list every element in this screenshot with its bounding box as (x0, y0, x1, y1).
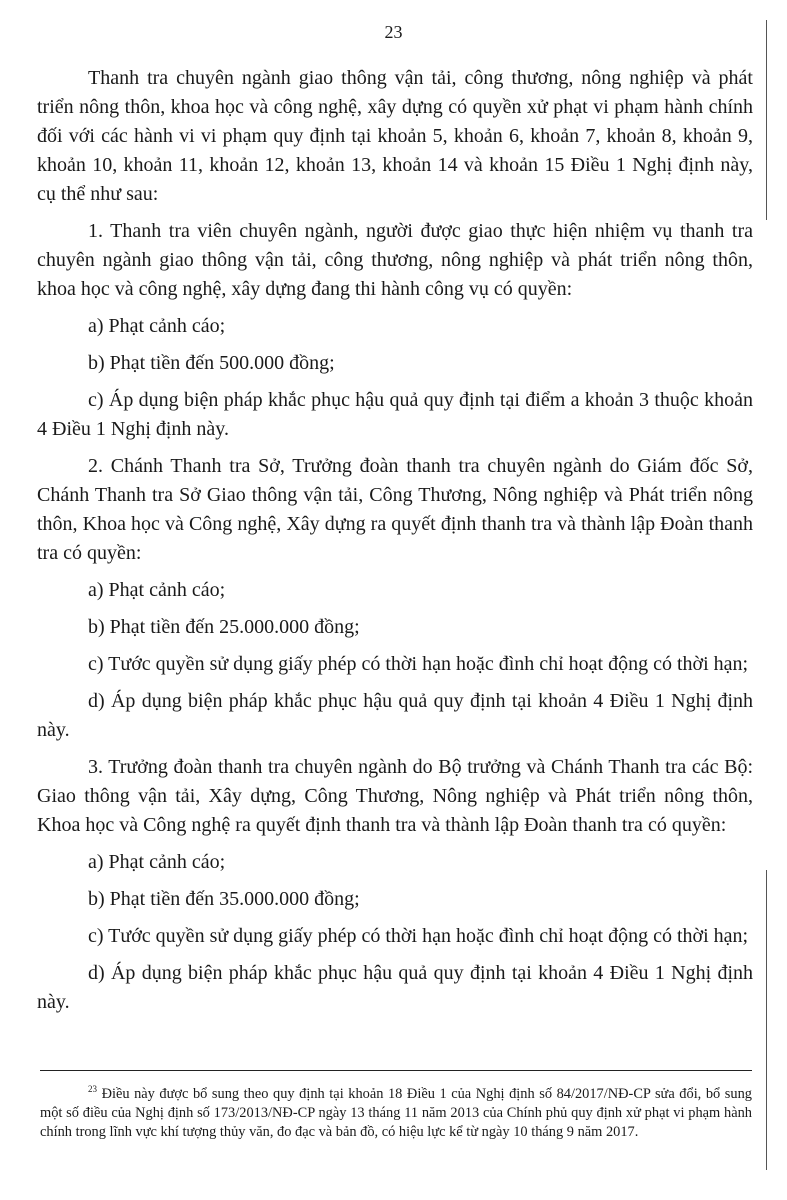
document-body (37, 64, 753, 1025)
clause-3-item-b: b) Phạt tiền đến 35.000.000 đồng; (88, 888, 360, 910)
clause-2-item-d: d) Áp dụng biện pháp khắc phục hậu quả quy định tại khoản 4 Điều 1 Nghị định này. (37, 690, 753, 741)
footnote-divider (40, 1070, 752, 1071)
clause-2-item-a: a) Phạt cảnh cáo; (88, 579, 226, 601)
clause-2-item-b: b) Phạt tiền đến 25.000.000 đồng; (88, 616, 360, 638)
clause-3-item-a: a) Phạt cảnh cáo; (88, 851, 226, 873)
clause-1-item-a: a) Phạt cảnh cáo; (88, 315, 226, 337)
footnote (40, 1080, 752, 1142)
clause-2-item-c: c) Tước quyền sử dụng giấy phép có thời hạn hoặc đình chỉ hoạt động có thời hạn; (88, 653, 749, 675)
clause-3-item-c: c) Tước quyền sử dụng giấy phép có thời hạn hoặc đình chỉ hoạt động có thời hạn; (88, 925, 749, 947)
clause-1-item-c: c) Áp dụng biện pháp khắc phục hậu quả quy định tại điểm a khoản 3 thuộc khoản 4 Điều 1 Nghị định này. (37, 389, 753, 440)
scan-edge-mark (766, 20, 767, 220)
intro-paragraph: Thanh tra chuyên ngành giao thông vận tải, công thương, nông nghiệp và phát triển nông thôn, khoa học và công nghệ, xây dựng có quyền xử phạt vi phạm hành chính đối với các hành vi vi phạm quy định tại khoản 5, khoản 6, khoản 7, khoản 8, khoản 9, khoản 10, khoản 11, khoản 12, khoản 13, khoản 14 và khoản 15 Điều 1 Nghị định này, cụ thể như sau: (37, 67, 753, 205)
clause-3: 3. Trưởng đoàn thanh tra chuyên ngành do Bộ trưởng và Chánh Thanh tra các Bộ: Giao thông vận tải, Xây dựng, Công Thương, Nông nghiệp và Phát triển nông thôn, Khoa học và Công nghệ ra quyết định thanh tra và thành lập Đoàn thanh tra có quyền: (37, 756, 753, 836)
page-number: 23 (384, 22, 403, 42)
clause-2: 2. Chánh Thanh tra Sở, Trưởng đoàn thanh tra chuyên ngành do Giám đốc Sở, Chánh Thanh tra Sở Giao thông vận tải, Công Thương, Nông nghiệp và Phát triển nông thôn, Khoa học và Công nghệ, Xây dựng ra quyết định thanh tra và thành lập Đoàn thanh tra có quyền: (37, 455, 753, 564)
scan-edge-mark (766, 870, 767, 1170)
clause-1-item-b: b) Phạt tiền đến 500.000 đồng; (88, 352, 335, 374)
clause-3-item-d: d) Áp dụng biện pháp khắc phục hậu quả quy định tại khoản 4 Điều 1 Nghị định này. (37, 962, 753, 1013)
clause-1: 1. Thanh tra viên chuyên ngành, người được giao thực hiện nhiệm vụ thanh tra chuyên ngành giao thông vận tải, công thương, nông nghiệp và phát triển nông thôn, khoa học và công nghệ, xây dựng đang thi hành công vụ có quyền: (37, 220, 753, 300)
footnote-text: Điều này được bổ sung theo quy định tại khoản 18 Điều 1 của Nghị định số 84/2017/NĐ-CP sửa đổi, bổ sung một số điều của Nghị định số 173/2013/NĐ-CP ngày 13 tháng 11 năm 2013 của Chính phủ quy định xử phạt vi phạm hành chính trong lĩnh vực khí tượng thủy văn, đo đạc và bản đồ, có hiệu lực kể từ ngày 10 tháng 9 năm 2017. (40, 1085, 752, 1140)
footnote-marker: 23 (88, 1084, 97, 1094)
